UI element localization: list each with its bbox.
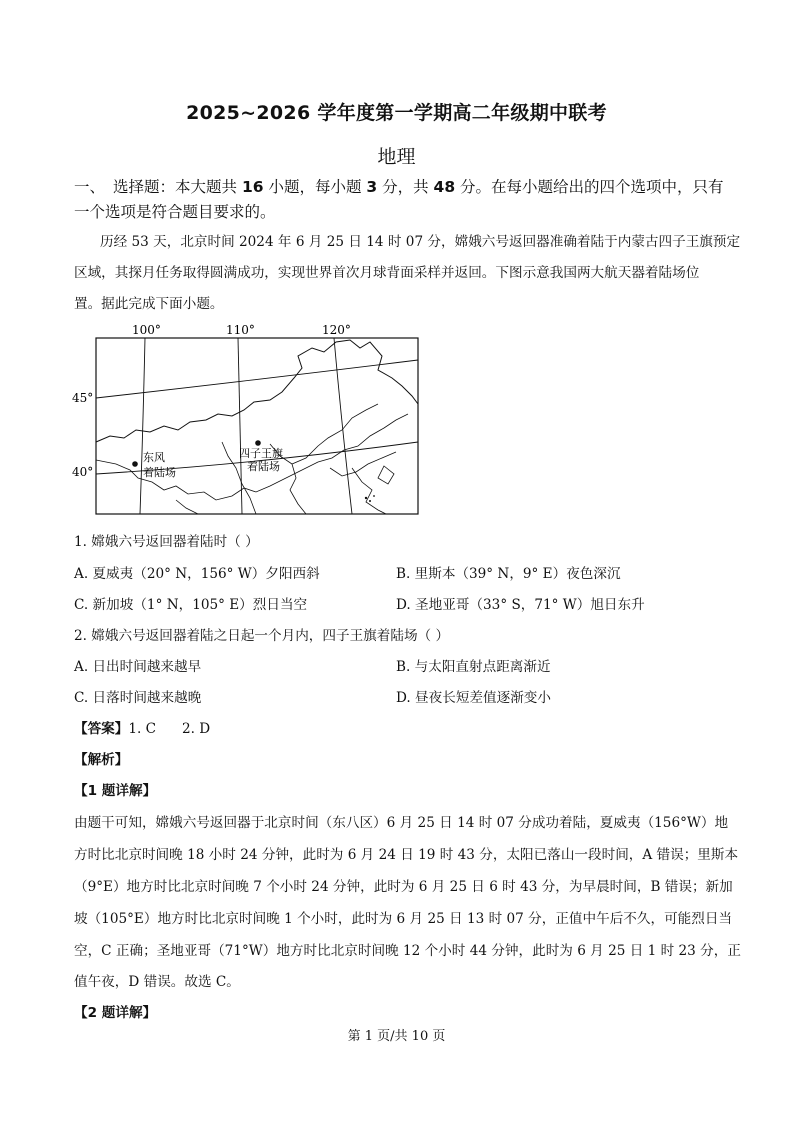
answer-label: 【答案】	[74, 721, 129, 737]
intro-line: 置。据此完成下面小题。	[74, 296, 224, 312]
answer-values: 1. C 2. D	[128, 721, 211, 737]
island	[365, 497, 367, 499]
answer-line	[74, 717, 210, 737]
meridian-120	[334, 338, 352, 514]
coastline	[352, 468, 386, 514]
lat-label-40: 40°	[72, 465, 94, 479]
section-number: 一、	[74, 178, 106, 196]
analysis-line: 空，C 正确；圣地亚哥（71°W）地方时比北京时间晚 12 个小时 44 分钟，此时为 6 月 25 日 1 时 23 分，正	[74, 943, 741, 959]
question-option: D. 昼夜长短差值逐渐变小	[396, 690, 551, 706]
province-border	[270, 404, 378, 464]
island	[373, 495, 375, 497]
siziwangqi-site-label-2: 着陆场	[247, 460, 280, 473]
analysis-line: 坡（105°E）地方时比北京时间晚 1 个小时，此时为 6 月 25 日 13 时 07 分，正值中午后不久，可能烈日当	[74, 911, 733, 927]
question-option: C. 日落时间越来越晚	[74, 690, 202, 706]
analysis-label: 【解析】	[74, 752, 129, 768]
meridian-110	[238, 338, 242, 514]
question-stem: 2. 嫦娥六号返回器着陆之日起一个月内，四子王旗着陆场（ ）	[74, 628, 450, 644]
q2-detail-label: 【2 题详解】	[74, 1005, 157, 1021]
province-border	[290, 464, 306, 514]
analysis-line: 值午夜，D 错误。故选 C。	[74, 974, 240, 990]
question-option: C. 新加坡（1° N，105° E）烈日当空	[74, 597, 308, 613]
siziwangqi-site-label: 四子王旗	[239, 447, 283, 460]
section-heading-line2: 一个选项是符合题目要求的。	[74, 203, 276, 221]
question-option: A. 夏威夷（20° N，156° W）夕阳西斜	[74, 566, 320, 582]
analysis-line: 方时比北京时间晚 18 小时 24 分钟，此时为 6 月 24 日 19 时 43 分，太阳已落山一段时间，A 错误；里斯本	[74, 847, 739, 863]
peninsula	[378, 466, 394, 484]
lon-label-100: 100°	[132, 323, 161, 337]
meridian-100	[140, 338, 145, 514]
exam-title: 2025~2026 学年度第一学期高二年级期中联考	[186, 102, 607, 124]
analysis-line: 由题干可知，嫦娥六号返回器于北京时间（东八区）6 月 25 日 14 时 07 分成功着陆，夏威夷（156°W）地	[74, 815, 729, 831]
question-option: B. 与太阳直射点距离渐近	[396, 659, 551, 675]
question-option: D. 圣地亚哥（33° S，71° W）旭日东升	[396, 597, 645, 613]
subject-title: 地理	[377, 146, 416, 168]
intro-line: 区域，其探月任务取得圆满成功，实现世界首次月球背面采样并返回。下图示意我国两大航天器着陆场位	[74, 265, 700, 281]
dongfeng-site-marker	[132, 461, 138, 467]
province-border	[176, 500, 198, 514]
dongfeng-site-label-2: 着陆场	[143, 466, 176, 479]
question-option: A. 日出时间越来越早	[74, 659, 202, 675]
lon-label-110: 110°	[226, 323, 255, 337]
section-heading-line1: 一、 选择题：本大题共 16 小题，每小题 3 分，共 48 分。在每小题给出的四个选项中，只有	[74, 178, 724, 196]
province-border	[330, 452, 396, 476]
island	[369, 500, 371, 502]
page-footer: 第 1 页/共 10 页	[347, 1029, 446, 1044]
dongfeng-site-label: 东风	[143, 451, 165, 464]
lat-label-45: 45°	[72, 391, 94, 405]
intro-line: 历经 53 天，北京时间 2024 年 6 月 25 日 14 时 07 分，嫦娥六号返回器准确着陆于内蒙古四子王旗预定	[100, 234, 741, 250]
analysis-line: （9°E）地方时比北京时间晚 7 个小时 24 分钟，此时为 6 月 25 日 6 时 43 分，为早晨时间，B 错误；新加	[74, 879, 733, 895]
siziwangqi-site-marker	[255, 440, 261, 446]
question-option: B. 里斯本（39° N，9° E）夜色深沉	[396, 566, 621, 582]
q1-detail-label: 【1 题详解】	[74, 783, 157, 799]
landing-site-map	[66, 318, 426, 518]
question-stem: 1. 嫦娥六号返回器着陆时（ ）	[74, 534, 259, 550]
lon-label-120: 120°	[322, 323, 351, 337]
